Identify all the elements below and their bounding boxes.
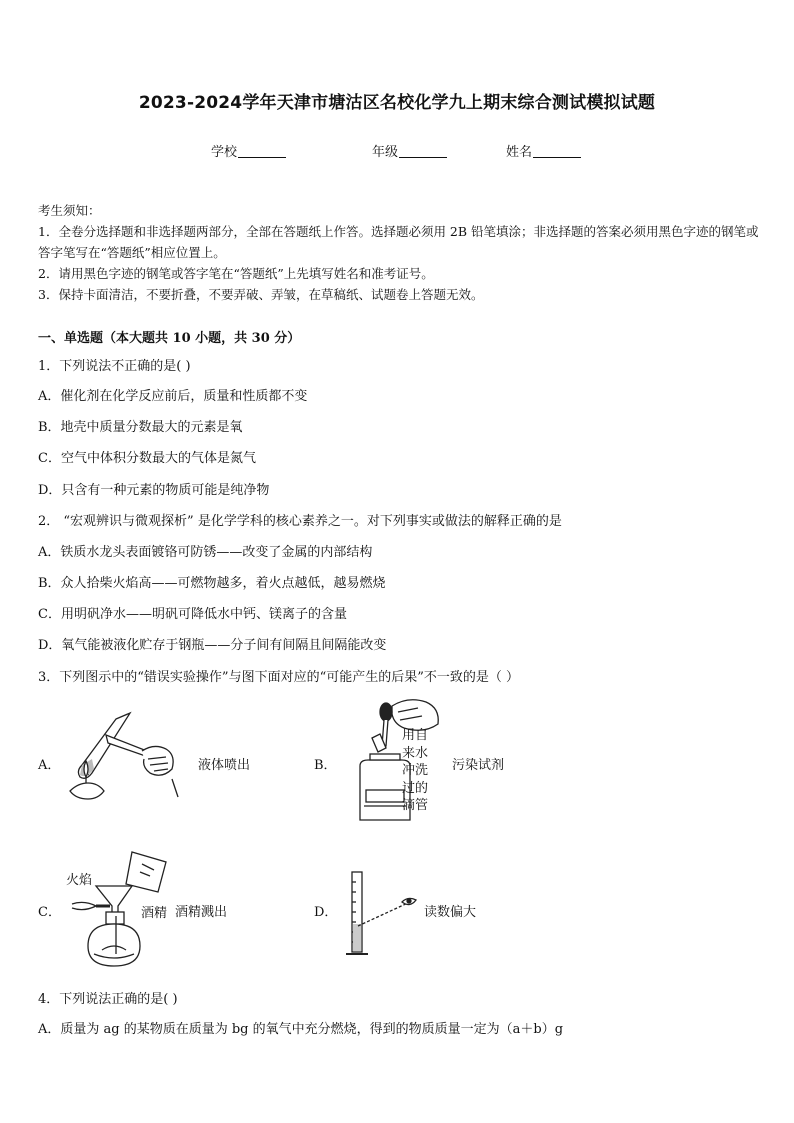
question-2-option-c: C．用明矾净水——明矾可降低水中钙、镁离子的含量	[38, 607, 347, 622]
question-1-stem: 1．下列说法不正确的是( )	[38, 359, 191, 374]
figure-b-caption-line-5: 滴管	[402, 798, 429, 813]
question-4-option-a: A．质量为 ag 的某物质在质量为 bg 的氧气中充分燃烧，得到的物质质量一定为（a＋b）g	[38, 1022, 564, 1037]
grade-blank	[399, 143, 447, 158]
name-field	[506, 141, 581, 160]
notice-item-2: 2．请用黑色字迹的钢笔或答字笔在“答题纸”上先填写姓名和准考证号。	[38, 266, 434, 281]
question-2-stem: 2． “宏观辨识与微观探析” 是化学学科的核心素养之一。对下列事实或做法的解释正确的是	[38, 514, 562, 529]
question-4-stem: 4．下列说法正确的是( )	[38, 992, 178, 1007]
figure-b-caption-line-3: 冲洗	[402, 763, 429, 778]
question-3-option-d-letter: D．	[314, 905, 338, 920]
question-1-option-d: D．只含有一种元素的物质可能是纯净物	[38, 483, 270, 498]
question-2-option-d: D．氧气能被液化贮存于钢瓶——分子间有间隔且间隔能改变	[38, 638, 387, 653]
question-2-option-a: A．铁质水龙头表面镀铬可防锈——改变了金属的内部结构	[38, 545, 373, 560]
figure-c-flame-label: 火焰	[66, 873, 93, 888]
question-3-option-b-result: 污染试剂	[452, 758, 505, 773]
school-blank	[238, 143, 286, 158]
question-3-option-c-letter: C．	[38, 905, 61, 920]
figure-b-caption	[402, 727, 432, 815]
question-3-option-b-letter: B．	[314, 758, 337, 773]
question-3-option-a-result: 液体喷出	[198, 758, 251, 773]
question-3-option-d-result: 读数偏大	[424, 905, 477, 920]
question-3-stem: 3．下列图示中的“错误实验操作”与图下面对应的“可能产生的后果”不一致的是（ ）	[38, 670, 519, 685]
question-3-option-c-result: 酒精溅出	[175, 905, 228, 920]
school-label: 学校	[211, 145, 238, 160]
figure-b-caption-line-2: 来水	[402, 745, 429, 761]
notice-item-1: 1．全卷分选择题和非选择题两部分，全部在答题纸上作答。选择题必须用 2B 铅笔填涂；非选择题的答案必须用黑色字迹的钢笔或答字笔写在“答题纸”相应位置上。	[38, 224, 759, 260]
grade-field	[372, 141, 447, 160]
figure-b-caption-line-4: 过的	[402, 780, 429, 796]
question-1-option-a: A．催化剂在化学反应前后，质量和性质都不变	[38, 389, 308, 404]
grade-label: 年级	[372, 145, 399, 160]
name-label: 姓名	[506, 145, 533, 160]
figure-c-alcohol-label: 酒精	[141, 906, 168, 921]
page-title: 2023-2024学年天津市塘沽区名校化学九上期末综合测试模拟试题	[138, 93, 656, 113]
notice-heading: 考生须知：	[38, 203, 101, 218]
school-field	[211, 141, 286, 160]
question-2-option-b: B．众人拾柴火焰高——可燃物越多，着火点越低，越易燃烧	[38, 576, 386, 591]
figure-d-graduated-cylinder-illustration	[344, 870, 424, 960]
section-heading: 一、单选题（本大题共 10 小题，共 30 分）	[38, 331, 301, 346]
name-blank	[533, 143, 581, 158]
question-1-option-c: C．空气中体积分数最大的气体是氮气	[38, 451, 256, 466]
question-3-option-a-letter: A．	[38, 758, 61, 773]
question-1-option-b: B．地壳中质量分数最大的元素是氧	[38, 420, 243, 435]
figure-b-caption-line-1: 用自	[402, 728, 429, 743]
notice-item-3: 3．保持卡面清洁，不要折叠，不要弄破、弄皱，在草稿纸、试题卷上答题无效。	[38, 287, 484, 302]
figure-a-test-tube-heating-illustration	[62, 713, 192, 803]
